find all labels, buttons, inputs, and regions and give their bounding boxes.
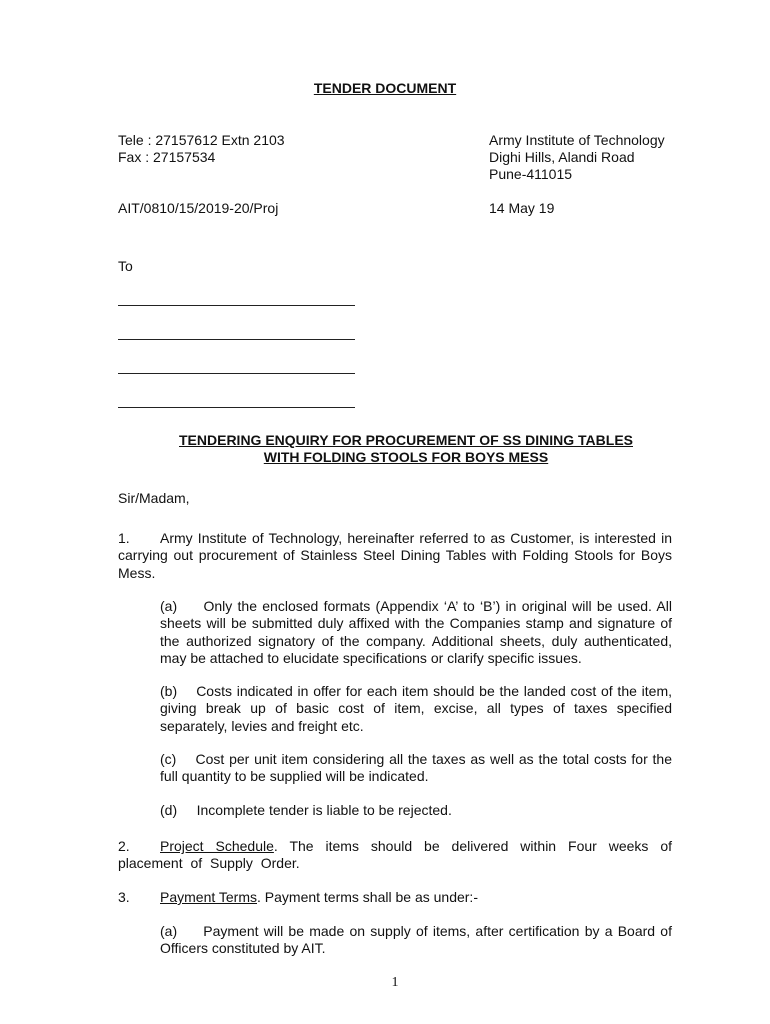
sub-item-label: (a) — [160, 923, 178, 939]
paragraph-1a — [160, 598, 672, 667]
sub-item-label: (c) — [160, 751, 177, 767]
to-label: To — [118, 258, 133, 274]
fax-number: Fax : 27157534 — [118, 149, 216, 165]
payment-terms-heading: Payment Terms — [160, 889, 257, 905]
subject-line-2: WITH FOLDING STOOLS FOR BOYS MESS — [263, 449, 549, 465]
sub-item-text: Incomplete tender is liable to be rejected. — [196, 802, 452, 818]
paragraph-2 — [118, 838, 672, 873]
paragraph-3a — [160, 923, 672, 958]
paragraph-1b — [160, 683, 672, 735]
organization-name: Army Institute of Technology — [489, 132, 665, 148]
paragraph-3-text: . Payment terms shall be as under:- — [257, 889, 478, 905]
sub-item-label: (d) — [160, 802, 178, 818]
address-blank-line — [118, 339, 355, 340]
address-line-1: Dighi Hills, Alandi Road — [489, 149, 635, 165]
reference-number: AIT/0810/15/2019-20/Proj — [118, 200, 279, 216]
telephone-number: Tele : 27157612 Extn 2103 — [118, 132, 285, 148]
project-schedule-heading: Project Schedule — [160, 838, 274, 854]
paragraph-3-number: 3. — [118, 889, 130, 905]
sub-item-text: Costs indicated in offer for each item should be the landed cost of the item, giving break up of basic cost of item, excise, all types of taxes specified separately, levies and freight etc. — [160, 683, 672, 734]
paragraph-1-number: 1. — [118, 530, 130, 546]
address-blank-line — [118, 407, 355, 408]
paragraph-1d — [160, 802, 672, 819]
document-title: TENDER DOCUMENT — [313, 80, 457, 96]
address-line-2: Pune-411015 — [489, 166, 573, 182]
sub-item-label: (b) — [160, 683, 178, 699]
paragraph-2-text: . The items should be delivered within Four weeks of placement of Supply Order. — [118, 838, 673, 872]
salutation: Sir/Madam, — [118, 490, 190, 506]
sub-item-label: (a) — [160, 598, 178, 614]
paragraph-1c — [160, 751, 672, 786]
paragraph-2-number: 2. — [118, 838, 130, 854]
paragraph-3 — [118, 889, 672, 906]
sub-item-text: Only the enclosed formats (Appendix ‘A’ to ‘B’) in original will be used. All sheets will be submitted duly affixed with the Companies stamp and signature of the authorized signatory of the company. Additional sheets, duly authenticated, may be attached to elucidate specifications or clarify specific issues. — [160, 598, 672, 666]
paragraph-1 — [118, 530, 672, 582]
paragraph-1-text: Army Institute of Technology, hereinafter referred to as Customer, is interested in carrying out procurement of Stainless Steel Dining Tables with Folding Stools for Boys Mess. — [118, 530, 672, 581]
subject-line-1: TENDERING ENQUIRY FOR PROCUREMENT OF SS DINING TABLES — [179, 432, 633, 448]
address-blank-line — [118, 305, 355, 306]
sub-item-text: Payment will be made on supply of items, after certification by a Board of Officers constituted by AIT. — [160, 923, 672, 957]
document-date: 14 May 19 — [489, 200, 555, 216]
page-number: 1 — [391, 975, 399, 990]
address-blank-line — [118, 373, 355, 374]
sub-item-text: Cost per unit item considering all the taxes as well as the total costs for the full quantity to be supplied will be indicated. — [160, 751, 672, 785]
